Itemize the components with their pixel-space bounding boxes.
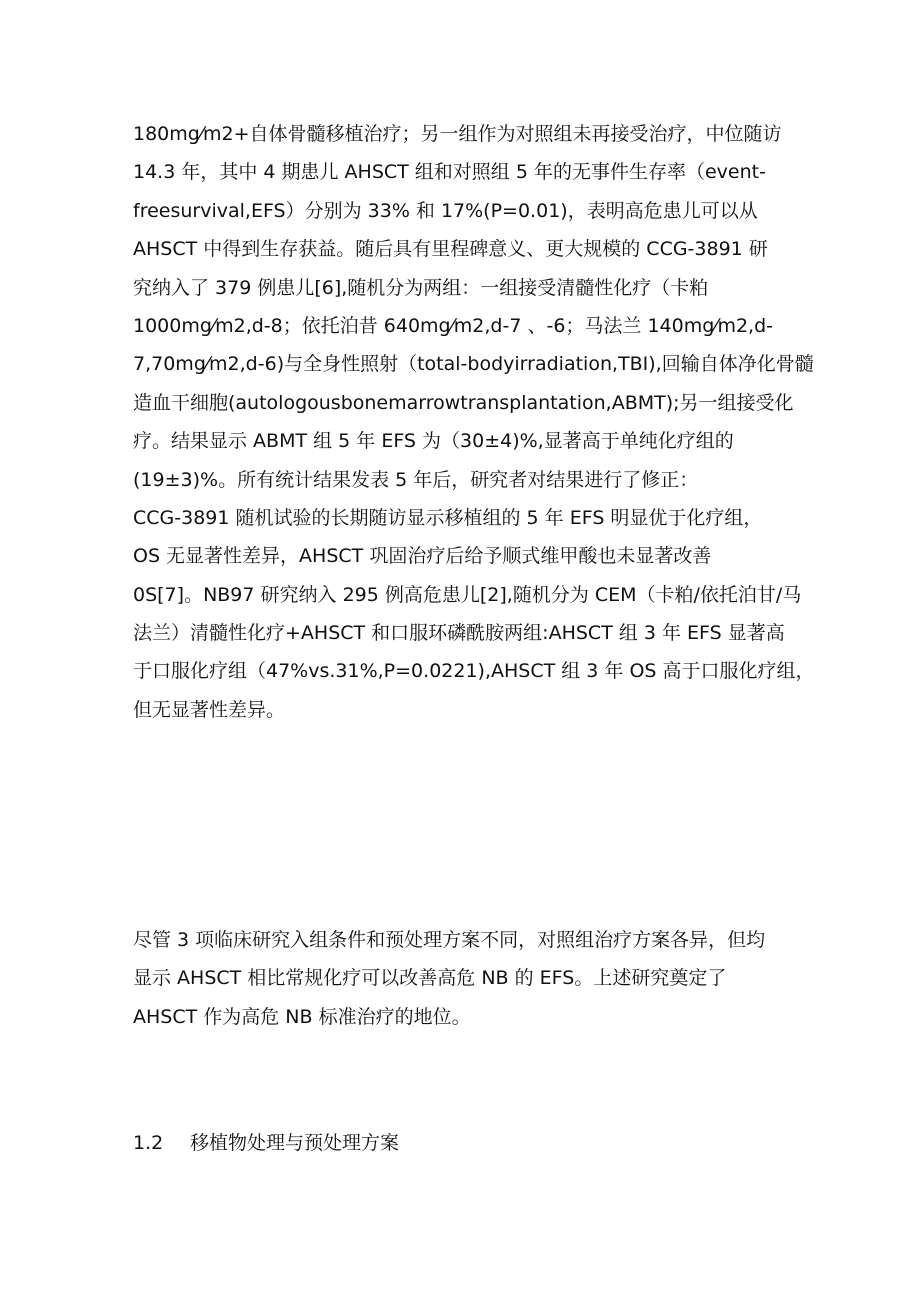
text-line: 造血干细胞(autologousbonemarrowtransplantation,ABMT);另一组接受化 bbox=[133, 391, 794, 414]
text-line: 但无显著性差异。 bbox=[133, 698, 286, 721]
paragraph-ahsct-trials bbox=[133, 115, 815, 729]
text-line: 显示 AHSCT 相比常规化疗可以改善高危 NB 的 EFS。上述研究奠定了 bbox=[133, 967, 727, 990]
text-line: 究纳入了 379 例患儿[6],随机分为两组：一组接受清髓性化疗（卡粕 bbox=[133, 276, 709, 299]
text-line: 于口服化疗组（47%vs.31%,P=0.0221),AHSCT 组 3 年 OS 高于口服化疗组， bbox=[133, 660, 815, 683]
text-line: 尽管 3 项临床研究入组条件和预处理方案不同，对照组治疗方案各异，但均 bbox=[133, 929, 766, 951]
section-number: 1.2 bbox=[133, 1132, 164, 1154]
paragraph-summary bbox=[133, 921, 765, 1036]
text-line: 180mg⁄m2+自体骨髓移植治疗；另一组作为对照组未再接受治疗，中位随访 bbox=[133, 123, 782, 145]
section-heading bbox=[133, 1124, 399, 1162]
section-heading-line bbox=[133, 1124, 399, 1162]
text-line: AHSCT 作为高危 NB 标准治疗的地位。 bbox=[133, 1005, 471, 1028]
section-title: 移植物处理与预处理方案 bbox=[190, 1132, 400, 1154]
text-line: 0S[7]。NB97 研究纳入 295 例高危患儿[2],随机分为 CEM（卡粕/依托泊甘/马 bbox=[133, 583, 802, 606]
text-line: CCG-3891 随机试验的长期随访显示移植组的 5 年 EFS 明显优于化疗组， bbox=[133, 506, 763, 529]
text-line: 疗。结果显示 ABMT 组 5 年 EFS 为（30±4)%,显著高于单纯化疗组的 bbox=[133, 430, 734, 453]
text-line: OS 无显著性差异，AHSCT 巩固治疗后给予顺式维甲酸也未显著改善 bbox=[133, 545, 712, 568]
text-line: freesurvival,EFS）分别为 33% 和 17%(P=0.01)，表明高危患儿可以从 bbox=[133, 199, 758, 222]
text-line: 14.3 年，其中 4 期患儿 AHSCT 组和对照组 5 年的无事件生存率（event- bbox=[133, 161, 766, 184]
text-line: 7,70mg⁄m2,d-6)与全身性照射（total-bodyirradiation,TBI),回输自体净化骨髓 bbox=[133, 353, 814, 376]
text-line: (19±3)%。所有统计结果发表 5 年后，研究者对结果进行了修正： bbox=[133, 468, 699, 491]
text-line: 1000mg⁄m2,d-8；依托泊昔 640mg⁄m2,d-7 、-6；马法兰 140mg⁄m2,d- bbox=[133, 314, 774, 337]
text-line: AHSCT 中得到生存获益。随后具有里程碑意义、更大规模的 CCG-3891 研 bbox=[133, 238, 768, 261]
text-line: 法兰）清髓性化疗+AHSCT 和口服环磷酰胺两组:AHSCT 组 3 年 EFS 显著高 bbox=[133, 622, 785, 645]
